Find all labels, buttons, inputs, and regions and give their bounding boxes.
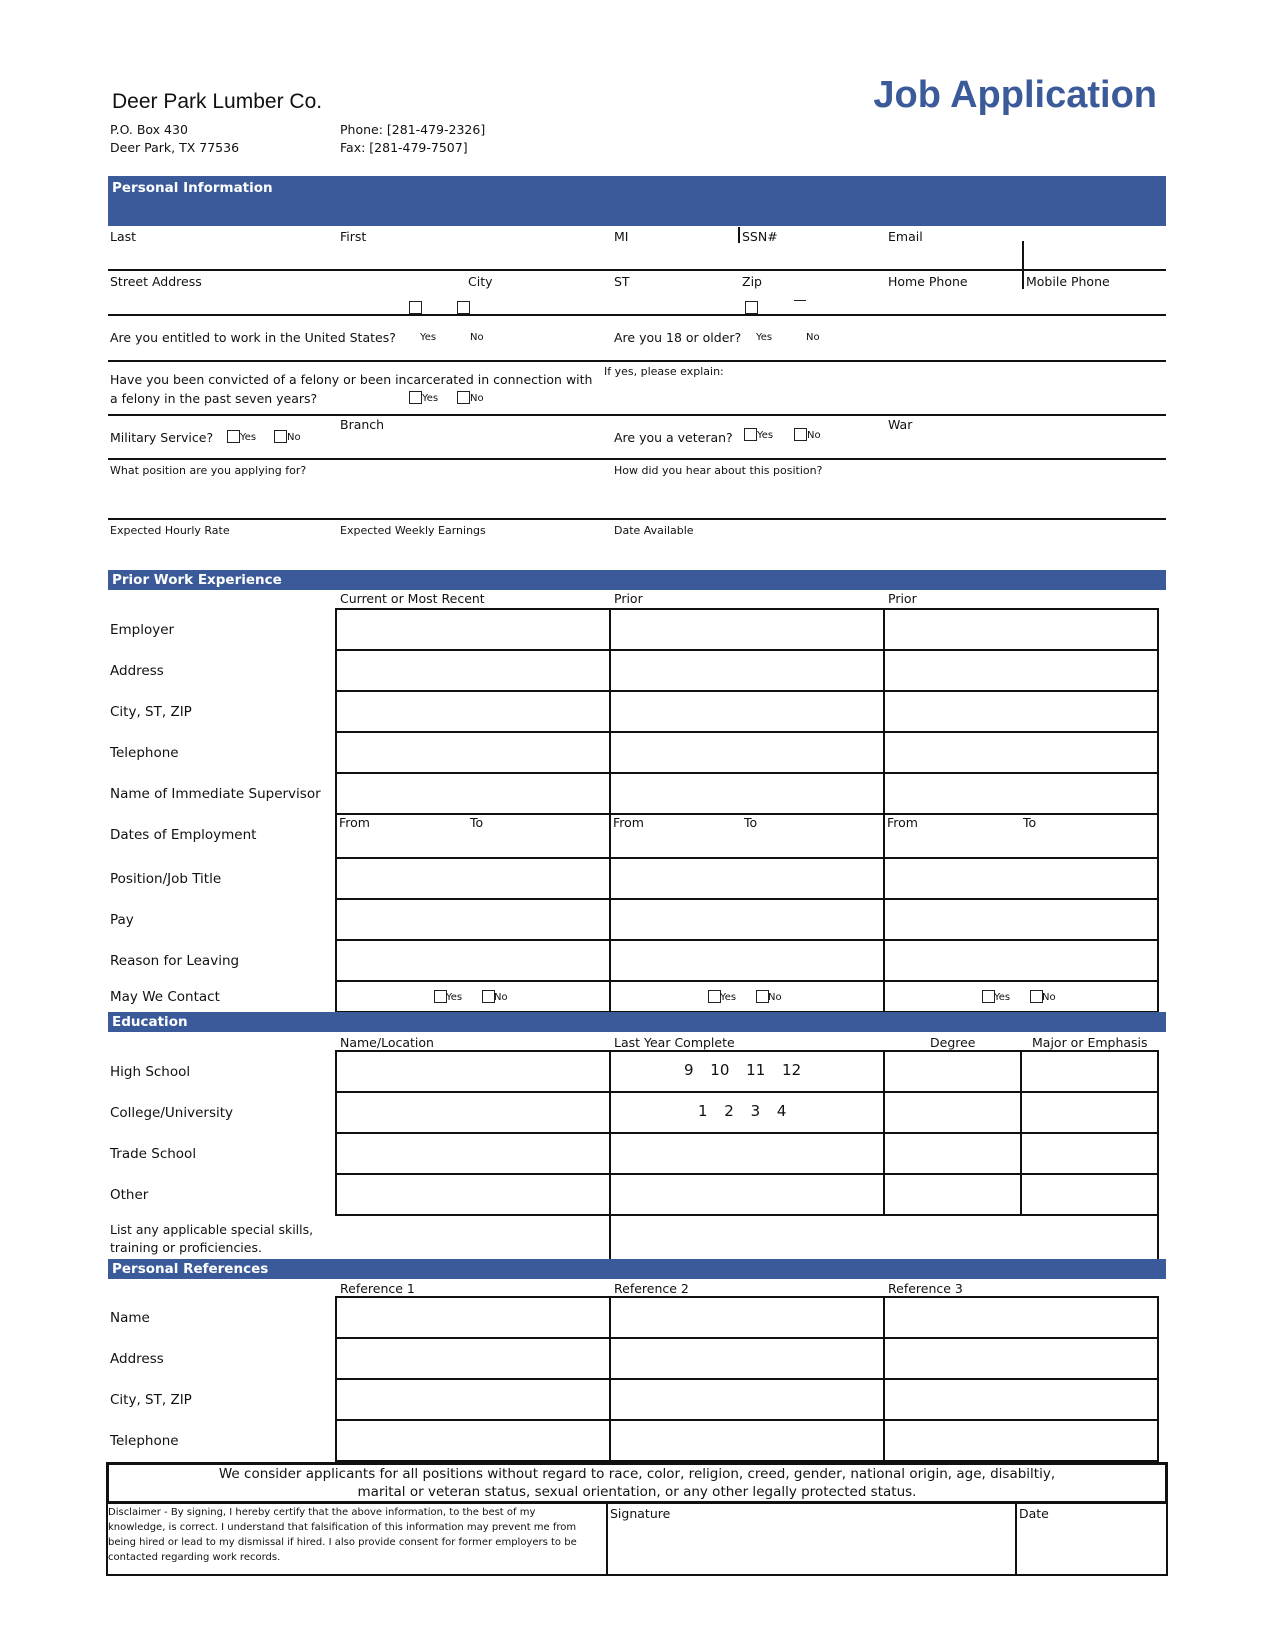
references-header (108, 1259, 1166, 1279)
edu-cell[interactable] (884, 1174, 1021, 1215)
edu-col-last-year: Last Year Complete (614, 1035, 735, 1050)
rule-eligibility (108, 360, 1166, 362)
work-row-employer: Employer (110, 622, 175, 638)
age-no[interactable]: No (806, 332, 820, 343)
work-cell[interactable] (610, 609, 884, 650)
work-cell[interactable] (336, 732, 610, 773)
education-title: Education (112, 1014, 188, 1030)
edu-cell[interactable] (1021, 1051, 1158, 1092)
rule-military (108, 458, 1166, 460)
edu-cell[interactable] (610, 1174, 884, 1215)
dates-to-2: To (744, 815, 758, 830)
disclaimer-line3: being hired or lead to my dismissal if hired. I also provide consent for former employers to be (108, 1537, 577, 1548)
edu-cell[interactable] (884, 1092, 1021, 1133)
work-cell[interactable] (884, 773, 1158, 814)
edu-cell[interactable] (336, 1174, 610, 1215)
work-cell[interactable] (610, 773, 884, 814)
eeo-statement-line1: We consider applicants for all positions without regard to race, color, religion, creed, gender, national origin, age, disabiltiy, (218, 1466, 1056, 1482)
work-cell[interactable] (610, 858, 884, 899)
dates-to-1: To (470, 815, 484, 830)
mi-label: MI (614, 229, 629, 244)
veteran-yes-checkbox[interactable] (744, 428, 757, 441)
military-yes-checkbox[interactable] (227, 430, 240, 443)
ref-cell[interactable] (336, 1297, 610, 1338)
company-address-line2: Deer Park, TX 77536 (110, 140, 240, 155)
skills-mask (333, 1214, 337, 1215)
veteran-no-checkbox[interactable] (794, 428, 807, 441)
veteran-question: Are you a veteran? (614, 430, 733, 445)
work-experience-grid (335, 608, 1159, 1013)
contact-yes-label-2: Yes (720, 992, 737, 1003)
ref-cell[interactable] (336, 1420, 610, 1461)
ref-cell[interactable] (336, 1379, 610, 1420)
military-no-label: No (287, 432, 301, 443)
last-name-label: Last (110, 229, 137, 244)
hear-input[interactable] (612, 480, 1166, 516)
work-cell[interactable] (884, 691, 1158, 732)
zip-label: Zip (742, 274, 762, 289)
position-question: What position are you applying for? (110, 464, 307, 477)
work-row-address: Address (110, 663, 164, 679)
felony-no-label: No (470, 393, 484, 404)
edu-cell[interactable] (1021, 1133, 1158, 1174)
edu-row-college: College/University (110, 1105, 234, 1121)
ref-cell[interactable] (610, 1379, 884, 1420)
work-row-reason: Reason for Leaving (110, 953, 240, 969)
signature-divider (606, 1504, 608, 1576)
branch-label: Branch (340, 417, 385, 432)
work-cell[interactable] (610, 940, 884, 981)
edu-cell[interactable] (336, 1133, 610, 1174)
skills-label-line2: training or proficiencies. (110, 1240, 262, 1255)
contact-yes-label-3: Yes (994, 992, 1011, 1003)
dates-from-3: From (887, 815, 918, 830)
stray-checkbox-1[interactable] (409, 301, 422, 314)
edu-row-high-school: High School (110, 1064, 191, 1080)
work-row-pay: Pay (110, 912, 134, 928)
edu-row-trade: Trade School (110, 1146, 197, 1162)
edu-cell[interactable] (336, 1092, 610, 1133)
weekly-earnings-label: Expected Weekly Earnings (340, 524, 486, 537)
veteran-no-label: No (807, 430, 821, 441)
work-col-prior-1: Prior (614, 591, 643, 606)
company-name: Deer Park Lumber Co. (112, 90, 323, 113)
prior-work-header (108, 570, 1166, 590)
skills-label-line1: List any applicable special skills, (110, 1222, 314, 1237)
stray-checkbox-2[interactable] (457, 301, 470, 314)
military-no-checkbox[interactable] (274, 430, 287, 443)
rule-position (108, 518, 1166, 520)
stray-dash (794, 300, 806, 301)
hear-question: How did you hear about this position? (614, 464, 823, 477)
prior-work-title: Prior Work Experience (112, 572, 282, 588)
ref-row-city: City, ST, ZIP (110, 1392, 192, 1408)
education-header (108, 1012, 1166, 1032)
first-name-label: First (340, 229, 367, 244)
skills-input[interactable] (610, 1215, 1158, 1261)
street-address-label: Street Address (110, 274, 202, 289)
work-cell[interactable] (884, 650, 1158, 691)
work-eligibility-yes[interactable]: Yes (420, 332, 437, 343)
rule-address (108, 314, 1166, 316)
edu-cell[interactable] (884, 1051, 1021, 1092)
work-cell[interactable] (336, 940, 610, 981)
military-question: Military Service? (110, 430, 214, 445)
date-divider (1015, 1504, 1017, 1576)
references-grid (335, 1296, 1159, 1462)
contact-no-label-1: No (494, 992, 508, 1003)
work-row-city: City, ST, ZIP (110, 704, 192, 720)
veteran-yes-label: Yes (757, 430, 774, 441)
work-cell[interactable] (336, 858, 610, 899)
edu-cell[interactable] (336, 1051, 610, 1092)
war-label: War (888, 417, 913, 432)
edu-col-name: Name/Location (340, 1035, 434, 1050)
position-input[interactable] (108, 480, 608, 516)
ref-col-3: Reference 3 (888, 1281, 963, 1296)
ref-cell[interactable] (336, 1338, 610, 1379)
disclaimer-line2: knowledge, is correct. I understand that falsification of this information may prevent me from (108, 1522, 577, 1533)
ssn-divider (738, 227, 740, 243)
disclaimer-line1: Disclaimer - By signing, I hereby certify that the above information, to the best of my (108, 1507, 536, 1518)
work-cell[interactable] (884, 981, 1158, 1012)
work-cell[interactable] (336, 899, 610, 940)
ref-cell[interactable] (884, 1420, 1158, 1461)
work-cell[interactable] (884, 899, 1158, 940)
work-cell[interactable] (610, 691, 884, 732)
disclaimer-line4: contacted regarding work records. (108, 1552, 281, 1563)
contact-no-label-2: No (768, 992, 782, 1003)
company-address-line1: P.O. Box 430 (110, 122, 188, 137)
work-cell[interactable] (884, 940, 1158, 981)
work-row-telephone: Telephone (110, 745, 179, 761)
dates-to-3: To (1023, 815, 1037, 830)
date-available-label: Date Available (614, 524, 694, 537)
edu-cell[interactable] (1021, 1092, 1158, 1133)
edu-col-major: Major or Emphasis (1032, 1035, 1148, 1050)
mobile-phone-label: Mobile Phone (1026, 274, 1110, 289)
contact-yes-label-1: Yes (446, 992, 463, 1003)
signature-label: Signature (610, 1506, 671, 1521)
work-eligibility-question: Are you entitled to work in the United States? (110, 330, 396, 345)
hourly-rate-label: Expected Hourly Rate (110, 524, 230, 537)
felony-explain-label: If yes, please explain: (604, 365, 724, 378)
work-row-position: Position/Job Title (110, 871, 222, 887)
edu-row-other: Other (110, 1187, 149, 1203)
company-phone: Phone: [281-479-2326] (340, 122, 486, 137)
felony-yes-checkbox[interactable] (409, 391, 422, 404)
work-row-dates: Dates of Employment (110, 827, 257, 843)
work-col-prior-2: Prior (888, 591, 917, 606)
work-cell[interactable] (884, 732, 1158, 773)
ref-col-2: Reference 2 (614, 1281, 689, 1296)
edu-col-degree: Degree (930, 1035, 976, 1050)
state-label: ST (614, 274, 630, 289)
college-years[interactable]: 1 2 3 4 (698, 1102, 787, 1120)
work-cell[interactable] (336, 981, 610, 1012)
date-input[interactable] (1019, 1522, 1159, 1572)
eeo-statement-box (106, 1462, 1168, 1504)
ref-cell[interactable] (610, 1420, 884, 1461)
work-row-supervisor: Name of Immediate Supervisor (110, 786, 321, 802)
page-title: Job Application (873, 74, 1157, 116)
email-label: Email (888, 229, 923, 244)
work-cell[interactable] (336, 773, 610, 814)
references-title: Personal References (112, 1261, 269, 1277)
felony-question-line2: a felony in the past seven years? (110, 391, 318, 406)
dates-from-2: From (613, 815, 644, 830)
date-label: Date (1019, 1506, 1049, 1521)
home-phone-label: Home Phone (888, 274, 968, 289)
work-cell[interactable] (884, 609, 1158, 650)
ref-cell[interactable] (884, 1297, 1158, 1338)
company-fax: Fax: [281-479-7507] (340, 140, 468, 155)
ref-cell[interactable] (884, 1379, 1158, 1420)
ref-row-name: Name (110, 1310, 150, 1326)
work-cell[interactable] (884, 814, 1158, 858)
age-yes[interactable]: Yes (756, 332, 773, 343)
contact-no-label-3: No (1042, 992, 1056, 1003)
ref-cell[interactable] (884, 1338, 1158, 1379)
dates-from-1: From (339, 815, 370, 830)
ref-col-1: Reference 1 (340, 1281, 415, 1296)
education-grid (335, 1050, 1159, 1262)
work-cell[interactable] (884, 858, 1158, 899)
work-eligibility-no[interactable]: No (470, 332, 484, 343)
work-cell[interactable] (610, 650, 884, 691)
age-question: Are you 18 or older? (614, 330, 742, 345)
edu-cell[interactable] (884, 1133, 1021, 1174)
mobile-divider (1022, 241, 1024, 289)
felony-no-checkbox[interactable] (457, 391, 470, 404)
signature-input[interactable] (610, 1522, 1010, 1572)
personal-information-title: Personal Information (112, 180, 273, 196)
work-row-contact: May We Contact (110, 989, 220, 1005)
edu-cell[interactable] (1021, 1174, 1158, 1215)
felony-question-line1: Have you been convicted of a felony or been incarcerated in connection with (110, 372, 593, 387)
rule-felony (108, 414, 1166, 416)
ref-row-telephone: Telephone (110, 1433, 179, 1449)
edu-skills-spacer (336, 1215, 610, 1261)
military-yes-label: Yes (240, 432, 257, 443)
work-col-current: Current or Most Recent (340, 591, 485, 606)
name-row-input[interactable] (108, 244, 1166, 270)
work-cell[interactable] (336, 609, 610, 650)
work-cell[interactable] (610, 732, 884, 773)
rule-name (108, 269, 1166, 271)
ref-row-address: Address (110, 1351, 164, 1367)
work-cell[interactable] (336, 650, 610, 691)
work-cell[interactable] (610, 899, 884, 940)
ref-cell[interactable] (610, 1297, 884, 1338)
work-cell[interactable] (610, 981, 884, 1012)
edu-cell[interactable] (610, 1133, 884, 1174)
felony-yes-label: Yes (422, 393, 439, 404)
city-label: City (468, 274, 493, 289)
ssn-label: SSN# (742, 229, 778, 244)
stray-checkbox-3[interactable] (745, 301, 758, 314)
eeo-statement-line2: marital or veteran status, sexual orientation, or any other legally protected status. (357, 1484, 917, 1500)
work-cell[interactable] (336, 691, 610, 732)
personal-information-header (108, 176, 1166, 226)
ref-cell[interactable] (610, 1338, 884, 1379)
high-school-years[interactable]: 9 10 11 12 (684, 1061, 802, 1079)
